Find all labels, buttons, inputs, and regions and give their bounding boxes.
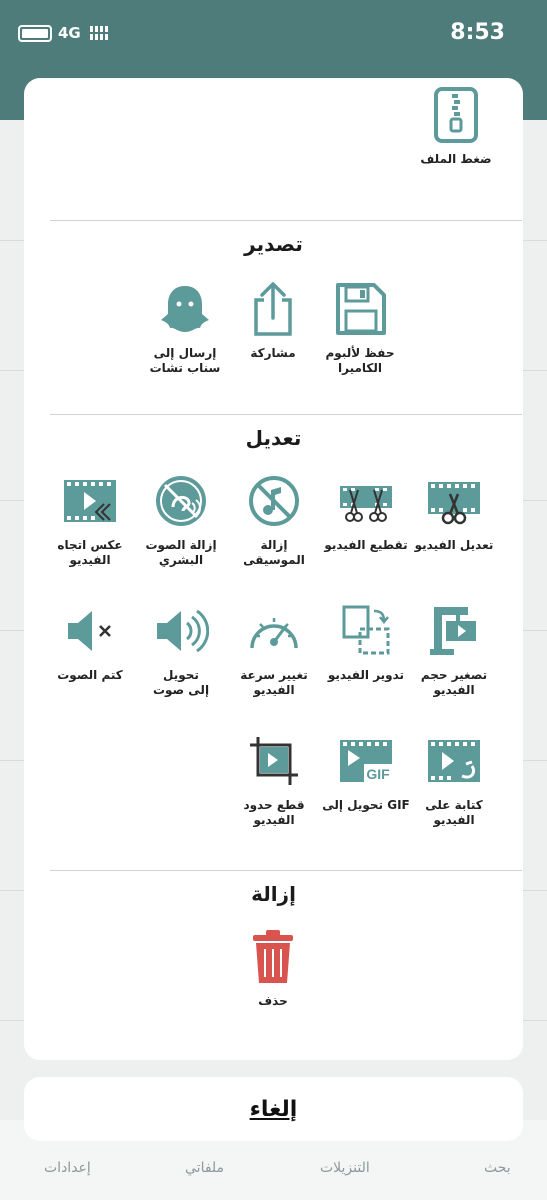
mute-icon [58, 600, 122, 662]
compress-video-icon [422, 600, 486, 662]
share-icon [241, 278, 305, 340]
action-label: تحويل إلى صوت [152, 668, 210, 697]
action-label: حفظ لألبوم الكاميرا [325, 346, 395, 375]
action-label: ضغط الملف [420, 152, 492, 166]
compress-file-button[interactable] [410, 84, 502, 167]
cut-video-button[interactable] [320, 470, 412, 553]
film-cut-icon [334, 470, 398, 532]
action-label: إرسال إلى سناب تشات [149, 346, 221, 375]
edit-video-button[interactable] [408, 470, 500, 553]
section-title-edit: تعديل [245, 426, 302, 450]
action-label: تدوير الفيديو [327, 668, 405, 682]
film-scissors-icon [422, 470, 486, 532]
text-on-video-icon [422, 730, 486, 792]
mute-button[interactable] [44, 600, 136, 683]
action-label: إزالة الموسيقى [243, 538, 305, 567]
signal-icon [90, 26, 108, 40]
action-label: تقطيع الفيديو [324, 538, 408, 552]
tab-my-files: ملفاتي [185, 1160, 225, 1176]
convert-to-audio-button[interactable] [135, 600, 227, 698]
tab-settings: إعدادات [44, 1160, 91, 1176]
divider [50, 414, 522, 415]
text-on-video-button[interactable] [408, 730, 500, 828]
action-label: مشاركة [250, 346, 296, 360]
share-button[interactable] [227, 278, 319, 361]
no-voice-icon [149, 470, 213, 532]
action-label: عكس اتجاه الفيديو [57, 538, 123, 567]
network-label: 4G [58, 24, 81, 42]
crop-icon [242, 730, 306, 792]
status-time: 8:53 [450, 20, 505, 45]
reverse-video-icon [58, 470, 122, 532]
crop-video-button[interactable] [228, 730, 320, 828]
action-label: تعديل الفيديو [414, 538, 494, 552]
floppy-disk-icon [328, 278, 392, 340]
action-label: تغيير سرعة الفيديو [240, 668, 308, 697]
section-title-remove: إزالة [251, 882, 296, 906]
speaker-icon [149, 600, 213, 662]
battery-icon [18, 25, 52, 42]
speedometer-icon [242, 600, 306, 662]
rotate-video-button[interactable] [320, 600, 412, 683]
action-label: كتابة على الفيديو [425, 798, 483, 827]
divider [50, 870, 522, 871]
convert-to-gif-button[interactable] [320, 730, 412, 813]
divider [50, 220, 522, 221]
tab-downloads: التنزيلات [320, 1160, 370, 1176]
rotate-video-icon [334, 600, 398, 662]
action-label: تحويل إلى GIF [322, 798, 410, 812]
gif-icon [334, 730, 398, 792]
reverse-video-button[interactable] [44, 470, 136, 568]
status-left [18, 24, 108, 42]
no-music-icon [242, 470, 306, 532]
cancel-button[interactable]: إلغاء [24, 1077, 523, 1141]
remove-music-button[interactable] [228, 470, 320, 568]
action-label: تصغير حجم الفيديو [420, 668, 488, 697]
send-to-snapchat-button[interactable] [139, 278, 231, 376]
section-title-export: تصدير [244, 232, 303, 256]
delete-button[interactable] [227, 926, 319, 1009]
tab-search: بحث [484, 1160, 511, 1176]
remove-voice-button[interactable] [135, 470, 227, 568]
zip-file-icon [424, 84, 488, 146]
trash-icon [241, 926, 305, 988]
action-sheet [24, 78, 523, 1060]
svg-text:GIF: GIF [366, 766, 390, 782]
action-label: كتم الصوت [57, 668, 123, 682]
compress-video-button[interactable] [408, 600, 500, 698]
action-label: قطع حدود الفيديو [243, 798, 305, 827]
change-speed-button[interactable] [228, 600, 320, 698]
snapchat-ghost-icon [153, 278, 217, 340]
save-to-camera-roll-button[interactable] [314, 278, 406, 376]
action-label: حذف [258, 994, 288, 1008]
action-label: إزالة الصوت البشري [145, 538, 217, 567]
